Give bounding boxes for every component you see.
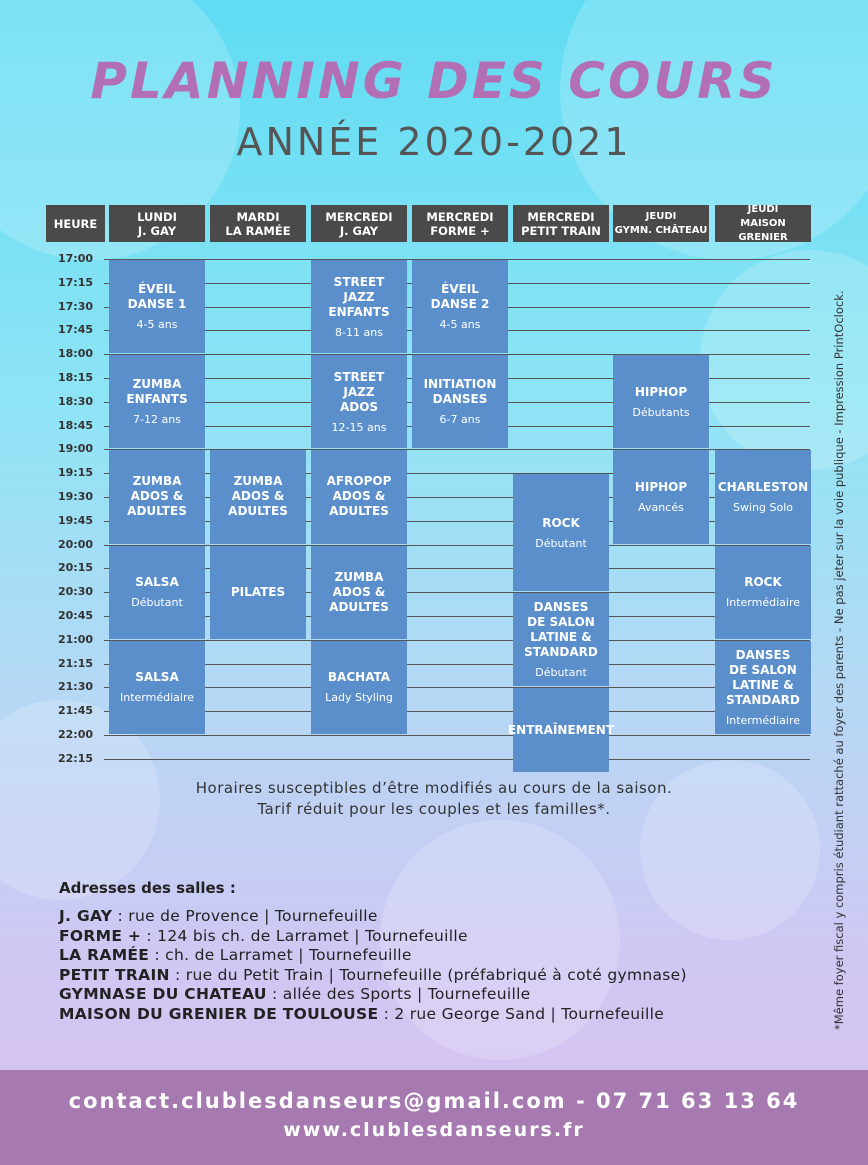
- class-block[interactable]: [613, 450, 709, 543]
- header-day-name: MERCREDI: [527, 209, 595, 224]
- schedule-notes: [0, 778, 868, 820]
- class-block[interactable]: [412, 260, 508, 353]
- header-day-place: J. GAY: [339, 223, 379, 238]
- venue-address: : ch. de Larramet | Tournefeuille: [149, 946, 412, 964]
- class-block[interactable]: [109, 260, 205, 353]
- time-label: 17:30: [58, 299, 94, 313]
- class-level: Débutants: [632, 405, 690, 419]
- header-day-place: MAISON GRENIER: [738, 217, 788, 243]
- class-name: BACHATA: [327, 670, 391, 685]
- header-day-2: [311, 205, 407, 242]
- website-link[interactable]: www.clublesdanseurs.fr: [283, 1119, 585, 1141]
- note-line-2: Tarif réduit pour les couples et les familles*.: [257, 800, 611, 818]
- class-block[interactable]: [513, 593, 609, 686]
- time-label: 21:15: [58, 656, 94, 670]
- class-name: ROCK: [542, 515, 580, 530]
- venue-name: FORME +: [59, 926, 142, 945]
- class-level: Intermédiaire: [120, 691, 194, 705]
- header-day-5: [613, 205, 709, 242]
- class-name: DANSES DE SALON LATINE & STANDARD: [524, 600, 598, 660]
- time-label: 19:30: [58, 490, 94, 503]
- time-label: 17:15: [58, 275, 94, 289]
- legal-side-note: *Même foyer fiscal y compris étudiant rattaché au foyer des parents - Ne pas jeter sur la voie publique - Impression PrintOclock.: [832, 290, 846, 1030]
- class-level: 12-15 ans: [331, 420, 387, 434]
- class-name: CHARLESTON: [717, 479, 809, 494]
- time-label: 22:00: [58, 728, 94, 741]
- time-label: 22:15: [58, 751, 94, 765]
- header-day-1: [210, 205, 306, 242]
- class-level: Lady Styling: [325, 691, 393, 705]
- grid-line: [104, 735, 810, 736]
- class-name: ZUMBA ADOS & ADULTES: [329, 569, 389, 614]
- class-level: Avancés: [638, 500, 684, 514]
- venue-address: : rue du Petit Train | Tournefeuille (préfabriqué à coté gymnase): [169, 965, 687, 984]
- header-day-place: PETIT TRAIN: [521, 223, 601, 238]
- class-block[interactable]: [311, 546, 407, 639]
- class-name: ZUMBA ENFANTS: [126, 377, 188, 407]
- class-level: 4-5 ans: [439, 318, 481, 332]
- class-level: Débutant: [535, 536, 587, 550]
- class-name: SALSA: [135, 575, 179, 590]
- header-day-name: JEUDI: [747, 203, 779, 215]
- header-day-name: MERCREDI: [426, 209, 494, 224]
- class-name: DANSES DE SALON LATINE & STANDARD: [726, 647, 800, 707]
- class-name: ÉVEIL DANSE 2: [430, 282, 490, 312]
- class-name: STREET JAZZ ENFANTS: [328, 274, 390, 319]
- address-line: [59, 907, 378, 925]
- header-day-place: LA RAMÉE: [225, 223, 291, 238]
- venue-address: : allée des Sports | Tournefeuille: [266, 985, 531, 1003]
- class-block[interactable]: [311, 450, 407, 543]
- venue-name: PETIT TRAIN: [59, 965, 170, 984]
- time-label: 17:00: [58, 252, 94, 265]
- venue-name: LA RAMÉE: [59, 946, 150, 964]
- page-title: PLANNING DES COURS: [90, 52, 778, 110]
- header-day-3: [412, 205, 508, 242]
- time-label: 19:15: [58, 466, 94, 480]
- grid-line: [104, 664, 810, 665]
- class-block[interactable]: [715, 450, 811, 543]
- time-label: 19:45: [58, 513, 94, 527]
- grid-line: [104, 711, 810, 712]
- class-block[interactable]: [412, 355, 508, 448]
- footer-banner: [0, 1070, 868, 1165]
- time-label: 18:30: [58, 394, 94, 408]
- time-label: 21:00: [58, 632, 94, 646]
- class-block[interactable]: [210, 450, 306, 543]
- grid-line: [104, 687, 810, 688]
- class-level: 6-7 ans: [439, 413, 481, 427]
- note-line-1: Horaires susceptibles d’être modifiés au cours de la saison.: [195, 779, 673, 797]
- address-line: [59, 1005, 664, 1023]
- header-day-name: MERCREDI: [325, 209, 393, 224]
- venue-name: MAISON DU GRENIER DE TOULOUSE: [59, 1004, 379, 1023]
- class-level: 7-12 ans: [133, 413, 181, 427]
- header-day-6: [715, 205, 811, 242]
- class-block[interactable]: [109, 450, 205, 543]
- class-name: HIPHOP: [634, 479, 688, 494]
- time-label: 17:45: [58, 323, 94, 337]
- class-level: Intermédiaire: [726, 713, 800, 727]
- class-name: STREET JAZZ ADOS: [333, 369, 385, 414]
- page-subtitle: ANNÉE 2020-2021: [236, 120, 632, 164]
- contact-line: contact.clublesdanseurs@gmail.com - 07 71 63 13 64: [68, 1089, 800, 1113]
- header-day-name: MARDI: [236, 209, 280, 224]
- header-day-0: [109, 205, 205, 242]
- class-block[interactable]: [210, 546, 306, 639]
- venue-name: GYMNASE DU CHATEAU: [59, 985, 267, 1003]
- time-label: 20:30: [58, 585, 94, 599]
- address-line: [59, 946, 412, 964]
- header-day-place: GYMN. CHÂTEAU: [614, 224, 708, 236]
- address-line: [59, 966, 687, 984]
- address-line: [59, 985, 531, 1003]
- class-level: Intermédiaire: [726, 596, 800, 610]
- class-name: ÉVEIL DANSE 1: [127, 282, 187, 312]
- class-block[interactable]: [513, 474, 609, 591]
- class-name: AFROPOP ADOS & ADULTES: [326, 474, 392, 519]
- class-block[interactable]: [109, 546, 205, 639]
- class-block[interactable]: [109, 641, 205, 734]
- time-label: 18:00: [58, 347, 94, 361]
- class-name: ZUMBA ADOS & ADULTES: [127, 474, 187, 519]
- grid-line: [104, 759, 810, 760]
- class-level: Débutant: [131, 596, 183, 610]
- addresses-title: Adresses des salles :: [59, 879, 236, 897]
- time-label: 18:15: [58, 371, 94, 384]
- grid-line: [104, 640, 810, 641]
- venue-address: : rue de Provence | Tournefeuille: [112, 907, 378, 925]
- time-label: 20:15: [58, 561, 94, 575]
- venue-address: : 2 rue George Sand | Tournefeuille: [378, 1004, 665, 1023]
- header-day-4: [513, 205, 609, 242]
- class-block[interactable]: [311, 355, 407, 448]
- class-level: Swing Solo: [733, 500, 793, 514]
- time-label: 21:45: [58, 704, 94, 718]
- header-hour: HEURE: [46, 205, 105, 242]
- class-level: 8-11 ans: [335, 325, 383, 339]
- class-name: INITIATION DANSES: [423, 377, 497, 407]
- header-day-name: LUNDI: [137, 209, 177, 224]
- header-day-name: JEUDI: [645, 210, 677, 222]
- time-label: 21:30: [58, 680, 94, 694]
- class-level: Débutant: [535, 666, 587, 680]
- class-block[interactable]: [613, 355, 709, 448]
- class-block[interactable]: [507, 688, 615, 772]
- class-block[interactable]: [715, 546, 811, 639]
- class-name: ROCK: [744, 575, 782, 590]
- class-name: ENTRAÎNEMENT: [507, 722, 615, 737]
- class-block[interactable]: [311, 260, 407, 353]
- header-day-place: J. GAY: [137, 223, 177, 238]
- time-label: 18:45: [58, 418, 94, 432]
- class-level: 4-5 ans: [136, 318, 178, 332]
- class-name: ZUMBA ADOS & ADULTES: [228, 474, 288, 519]
- time-label: 20:00: [58, 537, 94, 551]
- time-label: 20:45: [58, 609, 94, 622]
- time-label: 19:00: [58, 442, 94, 456]
- class-block[interactable]: [715, 641, 811, 734]
- address-line: [59, 927, 468, 945]
- class-name: PILATES: [230, 584, 286, 599]
- venue-name: J. GAY: [59, 907, 113, 925]
- venue-address: : 124 bis ch. de Larramet | Tournefeuille: [141, 926, 468, 945]
- class-name: HIPHOP: [634, 384, 688, 399]
- class-block[interactable]: [109, 355, 205, 448]
- class-block[interactable]: [311, 641, 407, 734]
- class-name: SALSA: [135, 670, 179, 685]
- header-day-place: FORME +: [430, 223, 490, 238]
